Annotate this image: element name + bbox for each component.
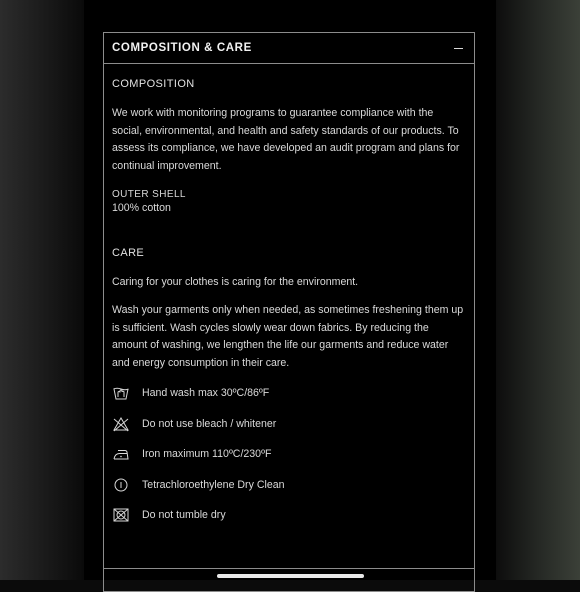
care-instructions-list (112, 378, 466, 531)
care-item-text: Hand wash max 30ºC/86ºF (142, 387, 270, 400)
care-text: Wash your garments only when needed, as sometimes freshening them up is sufficient. Wash cycles slowly wear down fabrics. By reducing the amount of washing, we lengthen the life our garments and reduce water and energy consumption in their care. (112, 304, 464, 369)
care-item-text: Do not tumble dry (142, 509, 226, 522)
background-right (496, 0, 580, 580)
accordion-content (104, 78, 474, 531)
no-tumble-dry-icon (112, 507, 130, 523)
care-item-hand-wash (112, 378, 466, 409)
composition-text: We work with monitoring programs to guarantee compliance with the social, environmental, and health and safety standards of our products. To assess its compliance, we have developed an audit program and plans for continual improvement. (112, 107, 460, 172)
accordion-header[interactable] (104, 33, 474, 64)
care-item-no-bleach (112, 409, 466, 440)
dry-clean-icon (112, 477, 130, 493)
care-intro: Caring for your clothes is caring for the environment. (112, 275, 359, 288)
care-item-text: Tetrachloroethylene Dry Clean (142, 478, 285, 491)
composition-heading: COMPOSITION (112, 78, 195, 90)
collapse-minus-icon[interactable] (454, 43, 464, 53)
hand-wash-icon (112, 385, 130, 401)
home-indicator[interactable] (217, 574, 364, 578)
care-item-text: Iron maximum 110ºC/230ºF (142, 448, 272, 461)
outer-shell-value: 100% cotton (112, 202, 171, 214)
accordion-title: COMPOSITION & CARE (112, 42, 252, 54)
no-bleach-icon (112, 416, 130, 432)
bottom-divider (103, 568, 475, 569)
composition-care-accordion (103, 32, 475, 592)
phone-screen (84, 0, 496, 580)
care-heading: CARE (112, 246, 145, 259)
care-item-no-tumble-dry (112, 500, 466, 531)
care-item-text: Do not use bleach / whitener (142, 417, 277, 430)
care-item-dry-clean (112, 470, 466, 501)
iron-icon (112, 446, 130, 462)
care-item-iron (112, 439, 466, 470)
outer-shell-label: OUTER SHELL (112, 189, 186, 200)
background-left (0, 0, 84, 580)
